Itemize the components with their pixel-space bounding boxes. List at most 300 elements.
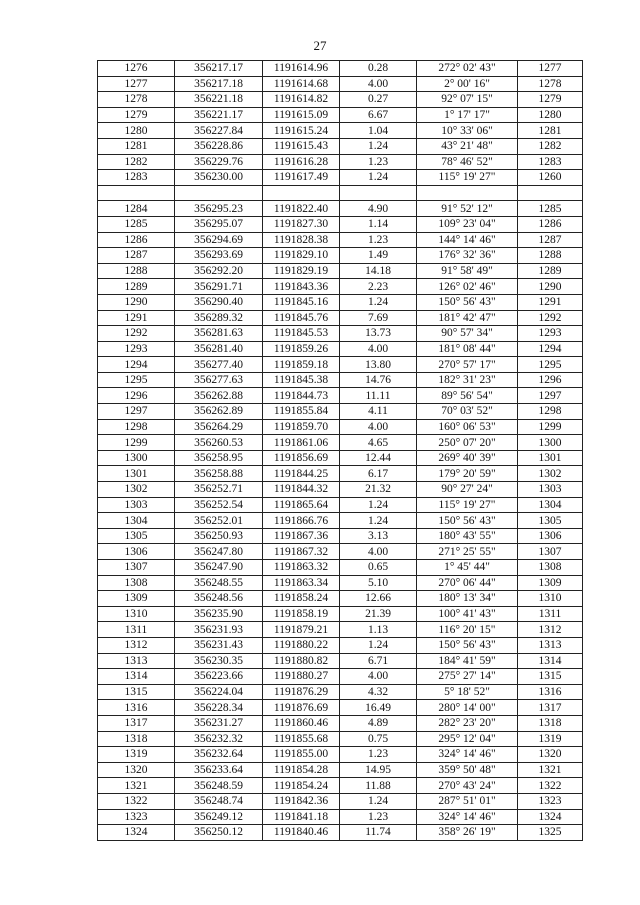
distance-cell: 14.18 (340, 263, 417, 279)
distance-cell: 1.24 (340, 793, 417, 809)
table-row (98, 248, 583, 264)
bearing-cell: 182° 31' 23" (417, 372, 518, 388)
bearing-cell: 10° 33' 06" (417, 123, 518, 139)
distance-cell: 7.69 (340, 310, 417, 326)
bearing-cell: 359° 50' 48" (417, 762, 518, 778)
x-coordinate-cell: 356232.32 (175, 731, 263, 747)
next-point-cell: 1318 (518, 715, 583, 731)
next-point-cell: 1300 (518, 435, 583, 451)
distance-cell: 4.00 (340, 341, 417, 357)
point-number-cell: 1296 (98, 388, 175, 404)
x-coordinate-cell: 356258.88 (175, 466, 263, 482)
x-coordinate-cell: 356248.74 (175, 793, 263, 809)
point-number-cell: 1302 (98, 482, 175, 498)
point-number-cell: 1321 (98, 778, 175, 794)
next-point-cell: 1287 (518, 232, 583, 248)
table-row (98, 294, 583, 310)
next-point-cell: 1286 (518, 216, 583, 232)
coordinates-table-body (98, 61, 583, 841)
table-row (98, 497, 583, 513)
bearing-cell: 115° 19' 27" (417, 497, 518, 513)
bearing-cell: 109° 23' 04" (417, 216, 518, 232)
bearing-cell: 179° 20' 59" (417, 466, 518, 482)
x-coordinate-cell: 356224.04 (175, 684, 263, 700)
y-coordinate-cell: 1191842.36 (263, 793, 340, 809)
next-point-cell: 1299 (518, 419, 583, 435)
bearing-cell: 43° 21' 48" (417, 138, 518, 154)
x-coordinate-cell: 356228.86 (175, 138, 263, 154)
y-coordinate-cell: 1191614.82 (263, 92, 340, 108)
x-coordinate-cell: 356294.69 (175, 232, 263, 248)
y-coordinate-cell: 1191615.24 (263, 123, 340, 139)
x-coordinate-cell: 356217.18 (175, 76, 263, 92)
table-row (98, 513, 583, 529)
next-point-cell: 1277 (518, 61, 583, 77)
distance-cell: 6.71 (340, 653, 417, 669)
table-row (98, 637, 583, 653)
distance-cell: 13.73 (340, 326, 417, 342)
y-coordinate-cell: 1191865.64 (263, 497, 340, 513)
distance-cell: 4.00 (340, 669, 417, 685)
bearing-cell: 181° 42' 47" (417, 310, 518, 326)
bearing-cell (417, 185, 518, 201)
y-coordinate-cell: 1191880.82 (263, 653, 340, 669)
y-coordinate-cell: 1191828.38 (263, 232, 340, 248)
bearing-cell: 270° 06' 44" (417, 575, 518, 591)
next-point-cell: 1303 (518, 482, 583, 498)
point-number-cell: 1276 (98, 61, 175, 77)
y-coordinate-cell: 1191841.18 (263, 809, 340, 825)
y-coordinate-cell: 1191867.32 (263, 544, 340, 560)
table-row (98, 92, 583, 108)
y-coordinate-cell (263, 185, 340, 201)
x-coordinate-cell: 356277.63 (175, 372, 263, 388)
point-number-cell: 1290 (98, 294, 175, 310)
bearing-cell: 180° 13' 34" (417, 591, 518, 607)
point-number-cell: 1292 (98, 326, 175, 342)
x-coordinate-cell: 356231.93 (175, 622, 263, 638)
next-point-cell: 1308 (518, 560, 583, 576)
point-number-cell: 1281 (98, 138, 175, 154)
x-coordinate-cell: 356231.27 (175, 715, 263, 731)
bearing-cell: 324° 14' 46" (417, 809, 518, 825)
y-coordinate-cell: 1191844.32 (263, 482, 340, 498)
y-coordinate-cell: 1191880.22 (263, 637, 340, 653)
point-number-cell: 1279 (98, 107, 175, 123)
x-coordinate-cell: 356277.40 (175, 357, 263, 373)
point-number-cell: 1323 (98, 809, 175, 825)
y-coordinate-cell: 1191840.46 (263, 825, 340, 841)
bearing-cell: 116° 20' 15" (417, 622, 518, 638)
point-number-cell: 1308 (98, 575, 175, 591)
table-row (98, 762, 583, 778)
y-coordinate-cell: 1191829.19 (263, 263, 340, 279)
distance-cell: 21.39 (340, 606, 417, 622)
table-row (98, 684, 583, 700)
x-coordinate-cell: 356260.53 (175, 435, 263, 451)
point-number-cell (98, 185, 175, 201)
next-point-cell: 1309 (518, 575, 583, 591)
table-row (98, 310, 583, 326)
next-point-cell: 1302 (518, 466, 583, 482)
distance-cell: 11.88 (340, 778, 417, 794)
next-point-cell: 1295 (518, 357, 583, 373)
next-point-cell: 1285 (518, 201, 583, 217)
table-row (98, 279, 583, 295)
table-row (98, 544, 583, 560)
distance-cell: 5.10 (340, 575, 417, 591)
bearing-cell: 78° 46' 52" (417, 154, 518, 170)
bearing-cell: 324° 14' 46" (417, 747, 518, 763)
x-coordinate-cell: 356289.32 (175, 310, 263, 326)
point-number-cell: 1301 (98, 466, 175, 482)
point-number-cell: 1317 (98, 715, 175, 731)
point-number-cell: 1322 (98, 793, 175, 809)
x-coordinate-cell: 356295.07 (175, 216, 263, 232)
next-point-cell: 1320 (518, 747, 583, 763)
table-row (98, 606, 583, 622)
point-number-cell: 1315 (98, 684, 175, 700)
next-point-cell: 1325 (518, 825, 583, 841)
y-coordinate-cell: 1191615.43 (263, 138, 340, 154)
next-point-cell: 1316 (518, 684, 583, 700)
table-row (98, 357, 583, 373)
bearing-cell: 280° 14' 00" (417, 700, 518, 716)
bearing-cell: 115° 19' 27" (417, 170, 518, 186)
next-point-cell: 1304 (518, 497, 583, 513)
table-row (98, 825, 583, 841)
next-point-cell: 1311 (518, 606, 583, 622)
y-coordinate-cell: 1191845.53 (263, 326, 340, 342)
y-coordinate-cell: 1191614.96 (263, 61, 340, 77)
table-row (98, 793, 583, 809)
bearing-cell: 150° 56' 43" (417, 294, 518, 310)
next-point-cell: 1292 (518, 310, 583, 326)
next-point-cell: 1310 (518, 591, 583, 607)
x-coordinate-cell: 356250.12 (175, 825, 263, 841)
distance-cell: 1.14 (340, 216, 417, 232)
next-point-cell: 1317 (518, 700, 583, 716)
next-point-cell: 1291 (518, 294, 583, 310)
y-coordinate-cell: 1191614.68 (263, 76, 340, 92)
y-coordinate-cell: 1191866.76 (263, 513, 340, 529)
table-row (98, 263, 583, 279)
distance-cell (340, 185, 417, 201)
y-coordinate-cell: 1191855.68 (263, 731, 340, 747)
next-point-cell: 1312 (518, 622, 583, 638)
table-row (98, 201, 583, 217)
distance-cell: 4.89 (340, 715, 417, 731)
next-point-cell: 1296 (518, 372, 583, 388)
point-number-cell: 1293 (98, 341, 175, 357)
point-number-cell: 1318 (98, 731, 175, 747)
table-row (98, 669, 583, 685)
next-point-cell: 1293 (518, 326, 583, 342)
x-coordinate-cell: 356230.35 (175, 653, 263, 669)
table-row (98, 154, 583, 170)
point-number-cell: 1305 (98, 528, 175, 544)
bearing-cell: 70° 03' 52" (417, 404, 518, 420)
bearing-cell: 92° 07' 15" (417, 92, 518, 108)
point-number-cell: 1297 (98, 404, 175, 420)
distance-cell: 3.13 (340, 528, 417, 544)
point-number-cell: 1291 (98, 310, 175, 326)
next-point-cell: 1301 (518, 450, 583, 466)
bearing-cell: 275° 27' 14" (417, 669, 518, 685)
distance-cell: 0.75 (340, 731, 417, 747)
next-point-cell: 1289 (518, 263, 583, 279)
distance-cell: 4.11 (340, 404, 417, 420)
distance-cell: 1.04 (340, 123, 417, 139)
x-coordinate-cell: 356247.90 (175, 560, 263, 576)
x-coordinate-cell: 356235.90 (175, 606, 263, 622)
x-coordinate-cell: 356228.34 (175, 700, 263, 716)
next-point-cell: 1282 (518, 138, 583, 154)
distance-cell: 11.11 (340, 388, 417, 404)
bearing-cell: 184° 41' 59" (417, 653, 518, 669)
next-point-cell (518, 185, 583, 201)
table-row (98, 591, 583, 607)
point-number-cell: 1320 (98, 762, 175, 778)
bearing-cell: 176° 32' 36" (417, 248, 518, 264)
x-coordinate-cell: 356293.69 (175, 248, 263, 264)
point-number-cell: 1300 (98, 450, 175, 466)
bearing-cell: 1° 45' 44" (417, 560, 518, 576)
distance-cell: 1.24 (340, 294, 417, 310)
y-coordinate-cell: 1191844.73 (263, 388, 340, 404)
y-coordinate-cell: 1191616.28 (263, 154, 340, 170)
x-coordinate-cell: 356292.20 (175, 263, 263, 279)
next-point-cell: 1323 (518, 793, 583, 809)
distance-cell: 12.66 (340, 591, 417, 607)
x-coordinate-cell (175, 185, 263, 201)
x-coordinate-cell: 356295.23 (175, 201, 263, 217)
point-number-cell: 1311 (98, 622, 175, 638)
bearing-cell: 89° 56' 54" (417, 388, 518, 404)
distance-cell: 1.23 (340, 747, 417, 763)
point-number-cell: 1307 (98, 560, 175, 576)
next-point-cell: 1294 (518, 341, 583, 357)
y-coordinate-cell: 1191879.21 (263, 622, 340, 638)
point-number-cell: 1283 (98, 170, 175, 186)
distance-cell: 6.67 (340, 107, 417, 123)
next-point-cell: 1314 (518, 653, 583, 669)
table-row (98, 61, 583, 77)
point-number-cell: 1288 (98, 263, 175, 279)
x-coordinate-cell: 356247.80 (175, 544, 263, 560)
point-number-cell: 1289 (98, 279, 175, 295)
x-coordinate-cell: 356281.63 (175, 326, 263, 342)
y-coordinate-cell: 1191822.40 (263, 201, 340, 217)
table-row (98, 653, 583, 669)
distance-cell: 4.00 (340, 544, 417, 560)
bearing-cell: 272° 02' 43" (417, 61, 518, 77)
distance-cell: 12.44 (340, 450, 417, 466)
next-point-cell: 1288 (518, 248, 583, 264)
point-number-cell: 1295 (98, 372, 175, 388)
distance-cell: 1.13 (340, 622, 417, 638)
distance-cell: 4.90 (340, 201, 417, 217)
y-coordinate-cell: 1191858.19 (263, 606, 340, 622)
y-coordinate-cell: 1191856.69 (263, 450, 340, 466)
distance-cell: 1.23 (340, 154, 417, 170)
next-point-cell: 1278 (518, 76, 583, 92)
point-number-cell: 1280 (98, 123, 175, 139)
bearing-cell: 270° 57' 17" (417, 357, 518, 373)
next-point-cell: 1260 (518, 170, 583, 186)
bearing-cell: 282° 23' 20" (417, 715, 518, 731)
distance-cell: 1.49 (340, 248, 417, 264)
table-row (98, 341, 583, 357)
table-row (98, 731, 583, 747)
x-coordinate-cell: 356217.17 (175, 61, 263, 77)
distance-cell: 1.24 (340, 138, 417, 154)
bearing-cell: 160° 06' 53" (417, 419, 518, 435)
x-coordinate-cell: 356252.01 (175, 513, 263, 529)
table-row (98, 372, 583, 388)
coordinates-table (97, 60, 583, 841)
next-point-cell: 1279 (518, 92, 583, 108)
bearing-cell: 126° 02' 46" (417, 279, 518, 295)
x-coordinate-cell: 356221.17 (175, 107, 263, 123)
x-coordinate-cell: 356227.84 (175, 123, 263, 139)
bearing-cell: 295° 12' 04" (417, 731, 518, 747)
distance-cell: 4.65 (340, 435, 417, 451)
bearing-cell: 90° 57' 34" (417, 326, 518, 342)
point-number-cell: 1282 (98, 154, 175, 170)
y-coordinate-cell: 1191615.09 (263, 107, 340, 123)
table-row (98, 700, 583, 716)
distance-cell: 1.24 (340, 170, 417, 186)
y-coordinate-cell: 1191858.24 (263, 591, 340, 607)
point-number-cell: 1319 (98, 747, 175, 763)
next-point-cell: 1313 (518, 637, 583, 653)
y-coordinate-cell: 1191859.18 (263, 357, 340, 373)
next-point-cell: 1297 (518, 388, 583, 404)
distance-cell: 1.23 (340, 232, 417, 248)
bearing-cell: 180° 43' 55" (417, 528, 518, 544)
next-point-cell: 1306 (518, 528, 583, 544)
point-number-cell: 1277 (98, 76, 175, 92)
table-row (98, 482, 583, 498)
distance-cell: 4.00 (340, 419, 417, 435)
bearing-cell: 150° 56' 43" (417, 637, 518, 653)
distance-cell: 14.95 (340, 762, 417, 778)
bearing-cell: 269° 40' 39" (417, 450, 518, 466)
next-point-cell: 1324 (518, 809, 583, 825)
x-coordinate-cell: 356290.40 (175, 294, 263, 310)
y-coordinate-cell: 1191845.16 (263, 294, 340, 310)
y-coordinate-cell: 1191859.26 (263, 341, 340, 357)
distance-cell: 0.27 (340, 92, 417, 108)
point-number-cell: 1309 (98, 591, 175, 607)
bearing-cell: 270° 43' 24" (417, 778, 518, 794)
y-coordinate-cell: 1191880.27 (263, 669, 340, 685)
y-coordinate-cell: 1191861.06 (263, 435, 340, 451)
x-coordinate-cell: 356258.95 (175, 450, 263, 466)
y-coordinate-cell: 1191854.28 (263, 762, 340, 778)
y-coordinate-cell: 1191617.49 (263, 170, 340, 186)
distance-cell: 1.23 (340, 809, 417, 825)
x-coordinate-cell: 356248.56 (175, 591, 263, 607)
distance-cell: 13.80 (340, 357, 417, 373)
distance-cell: 16.49 (340, 700, 417, 716)
point-number-cell: 1310 (98, 606, 175, 622)
x-coordinate-cell: 356281.40 (175, 341, 263, 357)
point-number-cell: 1306 (98, 544, 175, 560)
table-row (98, 466, 583, 482)
distance-cell: 21.32 (340, 482, 417, 498)
distance-cell: 6.17 (340, 466, 417, 482)
next-point-cell: 1319 (518, 731, 583, 747)
next-point-cell: 1298 (518, 404, 583, 420)
table-row (98, 326, 583, 342)
x-coordinate-cell: 356232.64 (175, 747, 263, 763)
x-coordinate-cell: 356262.89 (175, 404, 263, 420)
distance-cell: 2.23 (340, 279, 417, 295)
y-coordinate-cell: 1191867.36 (263, 528, 340, 544)
distance-cell: 1.24 (340, 497, 417, 513)
y-coordinate-cell: 1191843.36 (263, 279, 340, 295)
next-point-cell: 1321 (518, 762, 583, 778)
x-coordinate-cell: 356248.59 (175, 778, 263, 794)
bearing-cell: 271° 25' 55" (417, 544, 518, 560)
y-coordinate-cell: 1191829.10 (263, 248, 340, 264)
y-coordinate-cell: 1191854.24 (263, 778, 340, 794)
table-row (98, 622, 583, 638)
distance-cell: 14.76 (340, 372, 417, 388)
next-point-cell: 1280 (518, 107, 583, 123)
x-coordinate-cell: 356233.64 (175, 762, 263, 778)
next-point-cell: 1283 (518, 154, 583, 170)
x-coordinate-cell: 356231.43 (175, 637, 263, 653)
table-row (98, 435, 583, 451)
x-coordinate-cell: 356229.76 (175, 154, 263, 170)
table-row (98, 575, 583, 591)
y-coordinate-cell: 1191845.38 (263, 372, 340, 388)
distance-cell: 4.32 (340, 684, 417, 700)
x-coordinate-cell: 356230.00 (175, 170, 263, 186)
table-row (98, 528, 583, 544)
table-row (98, 76, 583, 92)
point-number-cell: 1285 (98, 216, 175, 232)
distance-cell: 11.74 (340, 825, 417, 841)
x-coordinate-cell: 356249.12 (175, 809, 263, 825)
bearing-cell: 1° 17' 17" (417, 107, 518, 123)
table-row (98, 232, 583, 248)
x-coordinate-cell: 356252.54 (175, 497, 263, 513)
y-coordinate-cell: 1191876.29 (263, 684, 340, 700)
x-coordinate-cell: 356248.55 (175, 575, 263, 591)
distance-cell: 4.00 (340, 76, 417, 92)
bearing-cell: 181° 08' 44" (417, 341, 518, 357)
point-number-cell: 1314 (98, 669, 175, 685)
table-row (98, 216, 583, 232)
point-number-cell: 1313 (98, 653, 175, 669)
bearing-cell: 250° 07' 20" (417, 435, 518, 451)
table-row (98, 450, 583, 466)
point-number-cell: 1303 (98, 497, 175, 513)
point-number-cell: 1278 (98, 92, 175, 108)
next-point-cell: 1281 (518, 123, 583, 139)
bearing-cell: 91° 58' 49" (417, 263, 518, 279)
next-point-cell: 1307 (518, 544, 583, 560)
x-coordinate-cell: 356264.29 (175, 419, 263, 435)
table-row (98, 138, 583, 154)
table-row (98, 560, 583, 576)
point-number-cell: 1312 (98, 637, 175, 653)
y-coordinate-cell: 1191855.00 (263, 747, 340, 763)
